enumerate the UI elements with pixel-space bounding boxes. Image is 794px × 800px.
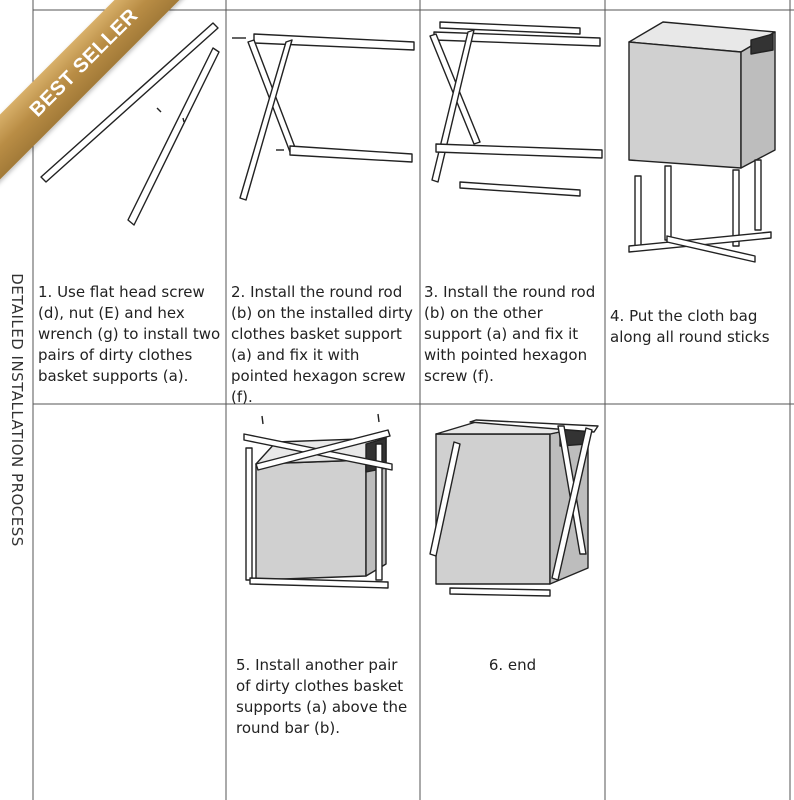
x-frame-one-bar-illustration (226, 10, 420, 270)
x-frame-two-bars-illustration (420, 10, 605, 270)
step-3-text: 3. Install the round rod (b) on the other support (a) and fix it with pointed hexagon screw (f). (424, 283, 596, 385)
step-6-text: 6. end (488, 656, 537, 674)
side-label (4, 265, 30, 555)
side-label-text: DETAILED INSTALLATION PROCESS (8, 273, 26, 547)
step-3-cell (420, 10, 605, 404)
best-seller-ribbon (0, 0, 206, 185)
bag-with-top-supports-illustration (226, 404, 420, 624)
step-1-text: 1. Use flat head screw (d), nut (E) and hex wrench (g) to install two pairs of dirty clothes basket supports (a). (38, 283, 221, 385)
step-6-cell (420, 404, 605, 800)
step-2-cell (226, 10, 420, 404)
step-5-text: 5. Install another pair of dirty clothes basket supports (a) above the round bar (b). (236, 656, 408, 737)
cloth-bag-over-frame-illustration (605, 10, 790, 270)
best-seller-badge (0, 0, 230, 230)
step-4-cell (605, 10, 790, 404)
finished-hamper-illustration (420, 404, 605, 624)
step-4-text: 4. Put the cloth bag along all round sticks (610, 307, 770, 346)
step-5-cell (226, 404, 420, 800)
step-2-text: 2. Install the round rod (b) on the installed dirty clothes basket support (a) and fix it with pointed hexagon screw (f). (231, 283, 413, 406)
best-seller-text: BEST SELLER (25, 4, 143, 122)
